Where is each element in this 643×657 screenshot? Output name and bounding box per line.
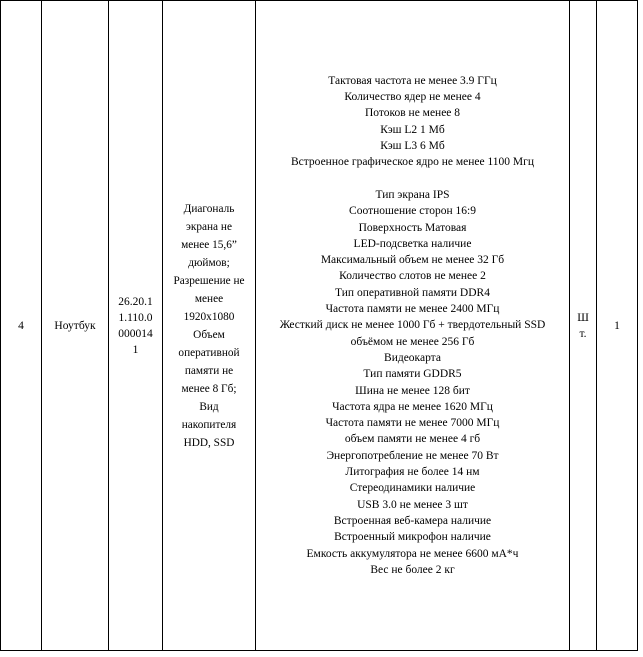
spec-line: Встроенный микрофон наличие (334, 531, 491, 544)
spec-line: Стереодинамики наличие (349, 482, 476, 495)
item-specifications (256, 1, 570, 651)
spec-line: Потоков не менее 8 (364, 107, 461, 120)
row-number: 4 (1, 1, 42, 651)
spec-line: Количество слотов не менее 2 (339, 270, 486, 283)
summary-line: менее (194, 292, 224, 305)
spec-line: Жесткий диск не менее 1000 Гб + твердотельный SSD (279, 319, 546, 332)
unit-line: Ш (577, 311, 589, 324)
table-row (1, 1, 638, 651)
spec-line: Количество ядер не менее 4 (344, 91, 481, 104)
spec-line: Вес не более 2 кг (370, 563, 455, 576)
spec-line: Тип оперативной памяти DDR4 (335, 286, 490, 299)
summary-line: накопителя (181, 418, 237, 431)
item-name: Ноутбук (42, 1, 109, 651)
spec-line: Шина не менее 128 бит (355, 384, 470, 397)
spec-line: объем памяти не менее 4 гб (344, 433, 481, 446)
spec-line: Частота памяти не менее 7000 МГц (325, 417, 500, 430)
item-summary (163, 1, 256, 651)
summary-line: оперативной (178, 346, 240, 359)
spec-line: Частота памяти не менее 2400 МГц (325, 303, 500, 316)
item-code (109, 1, 163, 651)
spec-line: Тактовая частота не менее 3.9 ГГц (328, 74, 497, 87)
spec-line: Частота ядра не менее 1620 МГц (332, 400, 493, 413)
summary-line: экрана не (186, 220, 232, 233)
spec-line: Кэш L3 6 Мб (380, 140, 445, 153)
spec-line: Встроенная веб-камера наличие (333, 514, 492, 527)
spec-line: Тип экрана IPS (375, 188, 450, 201)
spec-line: Поверхность Матовая (358, 221, 467, 234)
summary-line: Вид (199, 400, 219, 413)
spec-line: Литография не более 14 нм (345, 466, 480, 479)
spec-line: USB 3.0 не менее 3 шт (357, 498, 468, 511)
summary-line: дюймов; (188, 256, 230, 269)
spec-line: Кэш L2 1 Мб (380, 123, 445, 136)
spec-line: Соотношение сторон 16:9 (349, 205, 476, 218)
unit-line: т. (579, 327, 587, 340)
spec-line: объёмом не менее 256 Гб (350, 335, 475, 348)
code-line: 26.20.1 (118, 295, 153, 308)
spec-line: Тип памяти GDDR5 (363, 368, 462, 381)
spec-line: Видеокарта (384, 351, 441, 364)
summary-line: Диагональ (183, 202, 235, 215)
summary-line: памяти не (184, 364, 234, 377)
summary-line: HDD, SSD (183, 436, 235, 449)
spec-line: Энергопотребление не менее 70 Вт (326, 449, 499, 462)
summary-line: Разрешение не (173, 274, 245, 287)
code-line: 1.110.0 (118, 311, 153, 324)
spec-line: Максимальный объем не менее 32 Гб (320, 254, 505, 267)
item-quantity: 1 (597, 1, 638, 651)
summary-line: менее 8 Гб; (181, 382, 237, 395)
spec-line: LED-подсветка наличие (353, 237, 472, 250)
spec-line: Емкость аккумулятора не менее 6600 мА*ч (306, 547, 519, 560)
spec-line: Встроенное графическое ядро не менее 1100 Мгц (290, 156, 534, 169)
summary-line: Объем (193, 328, 225, 341)
unit-of-measure (570, 1, 597, 651)
summary-line: менее 15,6” (181, 238, 237, 251)
code-line: 1 (132, 343, 139, 356)
code-line: 000014 (118, 327, 153, 340)
spec-line-spacer (256, 171, 569, 187)
summary-line: 1920х1080 (183, 310, 235, 323)
